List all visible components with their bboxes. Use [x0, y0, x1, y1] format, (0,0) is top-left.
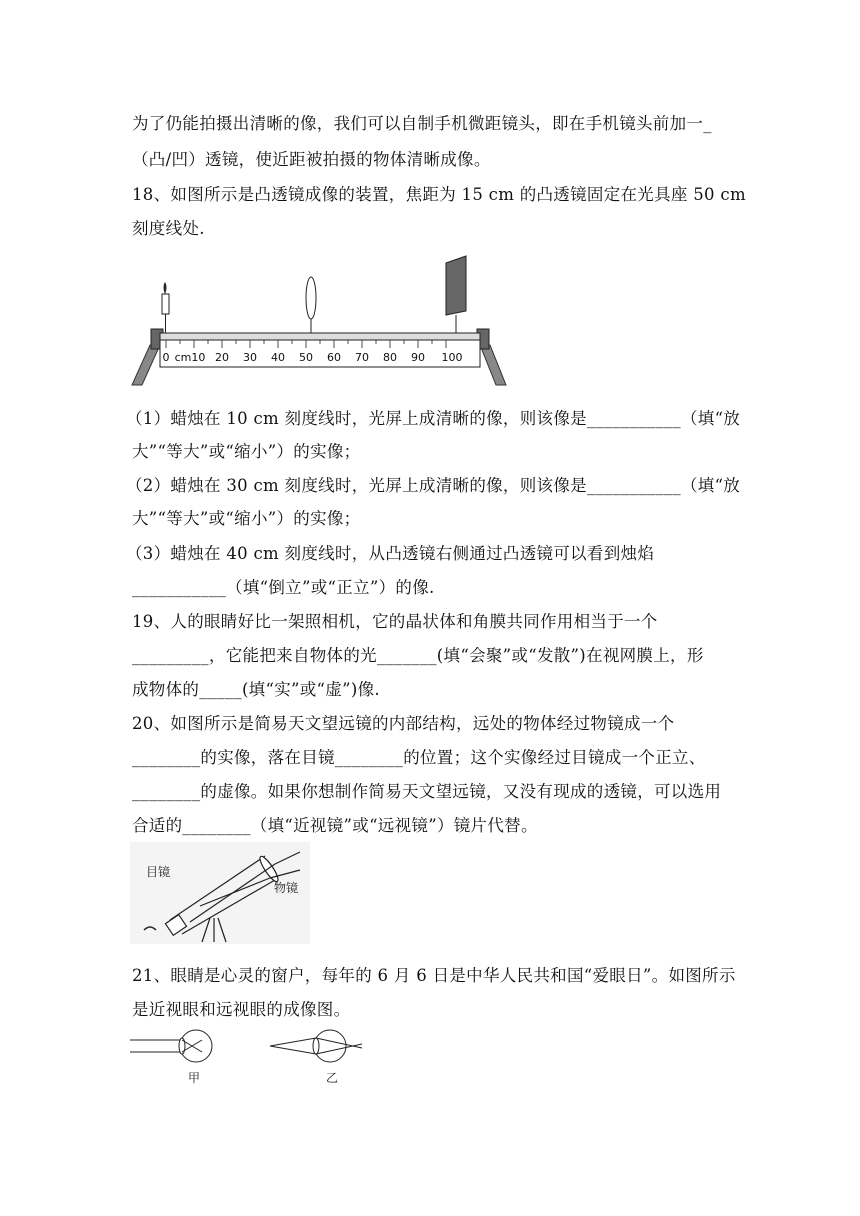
optical-bench-figure: [130, 253, 510, 388]
scale-label: 80: [383, 351, 397, 364]
telescope-figure: [130, 842, 310, 944]
bench-left-leg: [132, 345, 160, 385]
eye-diagram-a: [130, 1030, 212, 1062]
bench-ruler: [160, 340, 480, 367]
scale-label: 50: [299, 351, 313, 364]
text-line: 合适的________（填“近视镜”或“远视镜”）镜片代替。: [132, 816, 538, 835]
text-line: ___________（填“倒立”或“正立”）的像.: [132, 578, 435, 597]
text-line: 刻度线处.: [132, 219, 205, 238]
scale-label: cm10: [174, 351, 206, 364]
scale-label: 30: [243, 351, 257, 364]
text-line: 大”“等大”或“缩小”）的实像；: [132, 442, 361, 461]
sub-question-2: （2）蜡烛在 30 cm 刻度线时，光屏上成清晰的像，则该像是___________（填“放: [126, 476, 741, 495]
scale-label: 0: [162, 351, 170, 364]
candle: [161, 283, 170, 333]
question-20-text: 20、如图所示是简易天文望远镜的内部结构，远处的物体经过物镜成一个: [132, 714, 675, 733]
bench-right-leg: [480, 345, 506, 385]
question-19-text: 19、人的眼睛好比一架照相机，它的晶状体和角膜共同作用相当于一个: [132, 612, 658, 631]
text-line: 大”“等大”或“缩小”）的实像；: [132, 509, 361, 528]
question-21-text: 21、眼睛是心灵的窗户，每年的 6 月 6 日是中华人民共和国“爱眼日”。如图所示: [132, 966, 736, 985]
eye-diagrams-figure: [130, 1024, 370, 1086]
eye-diagram-b: [270, 1030, 362, 1062]
text-line: 成物体的_____(填“实”或“虚”)像.: [132, 680, 380, 699]
text-line: _________，它能把来自物体的光_______(填“会聚”或“发散”)在视网膜上，形: [132, 646, 704, 665]
eyepiece-label: 目镜: [146, 865, 171, 879]
sub-question-3: （3）蜡烛在 40 cm 刻度线时，从凸透镜右侧通过凸透镜可以看到烛焰: [126, 544, 655, 563]
objective-label: 物镜: [274, 881, 299, 895]
text-line: 为了仍能拍摄出清晰的像，我们可以自制手机微距镜头，即在手机镜头前加一_: [132, 114, 712, 133]
scale-label: 70: [355, 351, 369, 364]
text-line: 是近视眼和远视眼的成像图。: [132, 1000, 351, 1019]
eye-label-a: 甲: [188, 1071, 201, 1085]
sub-question-1: （1）蜡烛在 10 cm 刻度线时，光屏上成清晰的像，则该像是___________（填“放: [126, 409, 741, 428]
text-line: ________的实像，落在目镜________的位置；这个实像经过目镜成一个正立、: [132, 748, 706, 767]
scale-label: 20: [215, 351, 229, 364]
scale-label: 90: [411, 351, 425, 364]
scale-label: 100: [441, 351, 463, 364]
convex-lens: [306, 277, 316, 333]
question-18-text: 18、如图所示是凸透镜成像的装置，焦距为 15 cm 的凸透镜固定在光具座 50 cm: [132, 185, 746, 204]
text-line: （凸/凹）透镜，使近距被拍摄的物体清晰成像。: [132, 150, 491, 169]
eye-label-b: 乙: [326, 1071, 339, 1085]
bench-rail: [160, 333, 480, 340]
scale-label: 60: [327, 351, 341, 364]
text-line: ________的虚像。如果你想制作简易天文望远镜，又没有现成的透镜，可以选用: [132, 782, 722, 801]
light-screen: [446, 256, 466, 333]
scale-label: 40: [271, 351, 285, 364]
